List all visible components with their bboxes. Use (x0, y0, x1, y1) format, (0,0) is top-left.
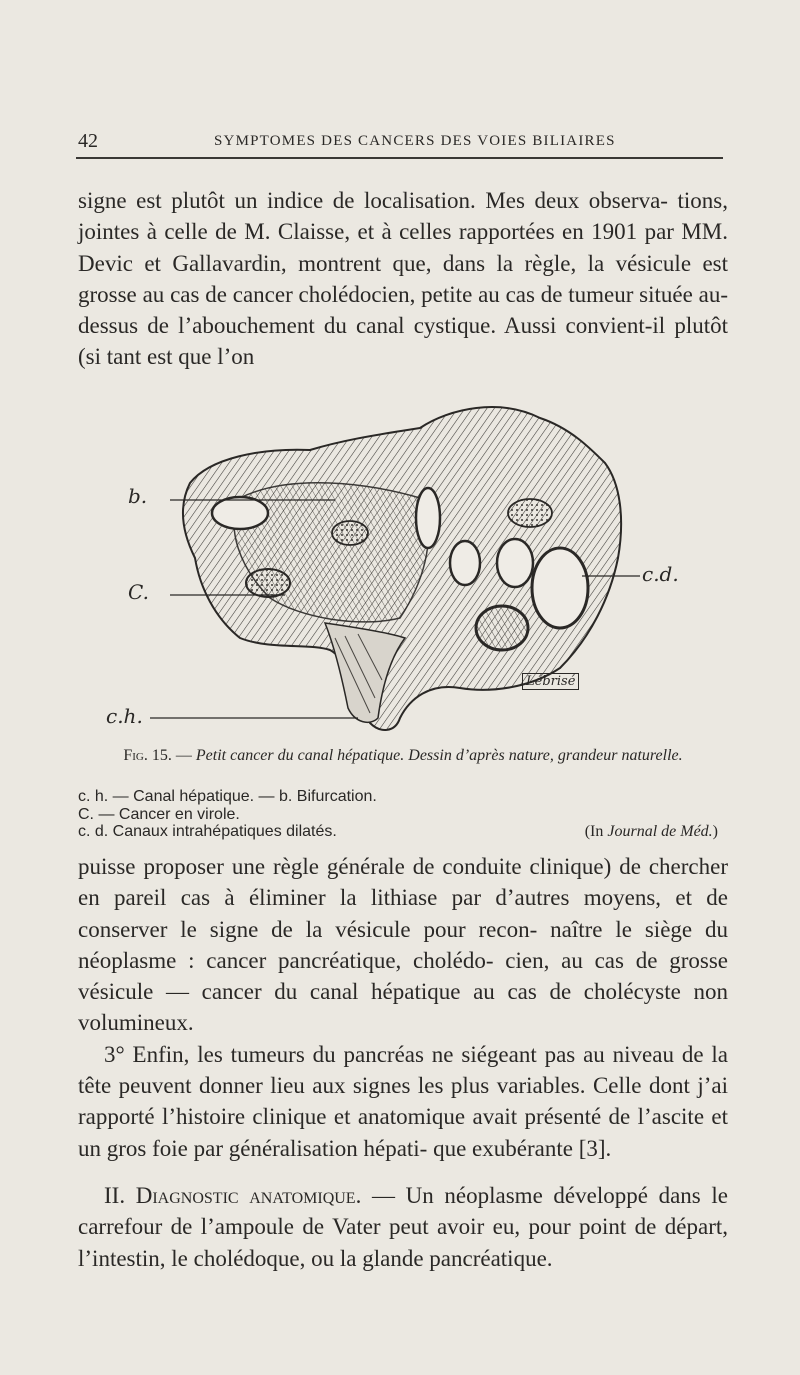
page-number: 42 (78, 130, 98, 152)
source-journal: Journal de Méd. (607, 823, 713, 840)
body-continued (78, 851, 728, 1274)
figure-title: Petit cancer du canal hépatique. Dessin d’après nature, grandeur naturelle. (195, 747, 683, 764)
section-text: Un néoplasme développé dans le carrefour de l’ampoule de Vater peut avoir eu, pour point de départ, l’intestin, le cholédoque, ou la glande pancréatique. (78, 1182, 729, 1271)
artist-signature: Lébrisé (522, 673, 579, 690)
paragraph-top (78, 185, 728, 373)
header-rule (76, 157, 723, 159)
label-canaux-dilates: c.d. (642, 562, 679, 586)
label-bifurcation: b. (128, 484, 148, 508)
figure-15 (106, 388, 700, 738)
section-heading: Diagnostic anatomique. (135, 1182, 362, 1208)
paragraph-top-text: signe est plutôt un indice de localisation. Mes deux observa- tions, jointes à celle de M. Claisse, et à celles rapportées en 1901 par MM. Devic et Gallavardin, montrent que, dans la règle, la vésicule est grosse au cas de cancer cholédocien, petite au cas de tumeur située au-dessus de l’abouchement du canal cystique. Aussi convient-il plutôt (si tant est que l’on (78, 188, 728, 370)
section-number: II. (104, 1182, 136, 1208)
running-head: SYMPTOMES DES CANCERS DES VOIES BILIAIRES (214, 133, 616, 149)
label-canal-hepatique: c.h. (106, 704, 143, 728)
figure-legend (78, 788, 718, 841)
section-ii: II. Diagnostic anatomique. — Un néoplasme développé dans le carrefour de l’ampoule de Vater peut avoir eu, pour point de départ, l’intestin, le cholédoque, ou la glande pancréatique. (78, 1182, 729, 1271)
legend-item: c. h. — Canal hépatique. — b. Bifurcation. (78, 788, 377, 805)
figure-caption (78, 746, 728, 766)
paragraph-3: 3° Enfin, les tumeurs du pancréas ne siégeant pas au niveau de la tête peuvent donner lieu aux signes les plus variables. Celle dont j’ai rapporté l’histoire clinique et anatomique avait présenté de l’ascite et un gros foie par généralisation hépati- que exubérante [3]. (78, 1041, 728, 1161)
label-cancer: C. (128, 580, 149, 604)
anatomical-drawing (120, 388, 700, 738)
caption-dash: — (171, 747, 196, 764)
legend-item: c. d. Canaux intrahépatiques dilatés. (78, 823, 337, 840)
paragraph-continued: puisse proposer une règle générale de conduite clinique) de chercher en pareil cas à éliminer la lithiase par d’autres moyens, et de conserver le signe de la vésicule pour recon- naître le siège du néoplasme : cancer pancréatique, cholédo- cien, au cas de grosse vésicule — cancer du canal hépatique au cas de cholécyste non volumineux. (78, 854, 728, 1036)
legend-item: C. — Cancer en virole. (78, 805, 240, 823)
figure-number: Fig. 15. (123, 747, 172, 764)
figure-source: (In Journal de Méd.) (584, 823, 718, 840)
